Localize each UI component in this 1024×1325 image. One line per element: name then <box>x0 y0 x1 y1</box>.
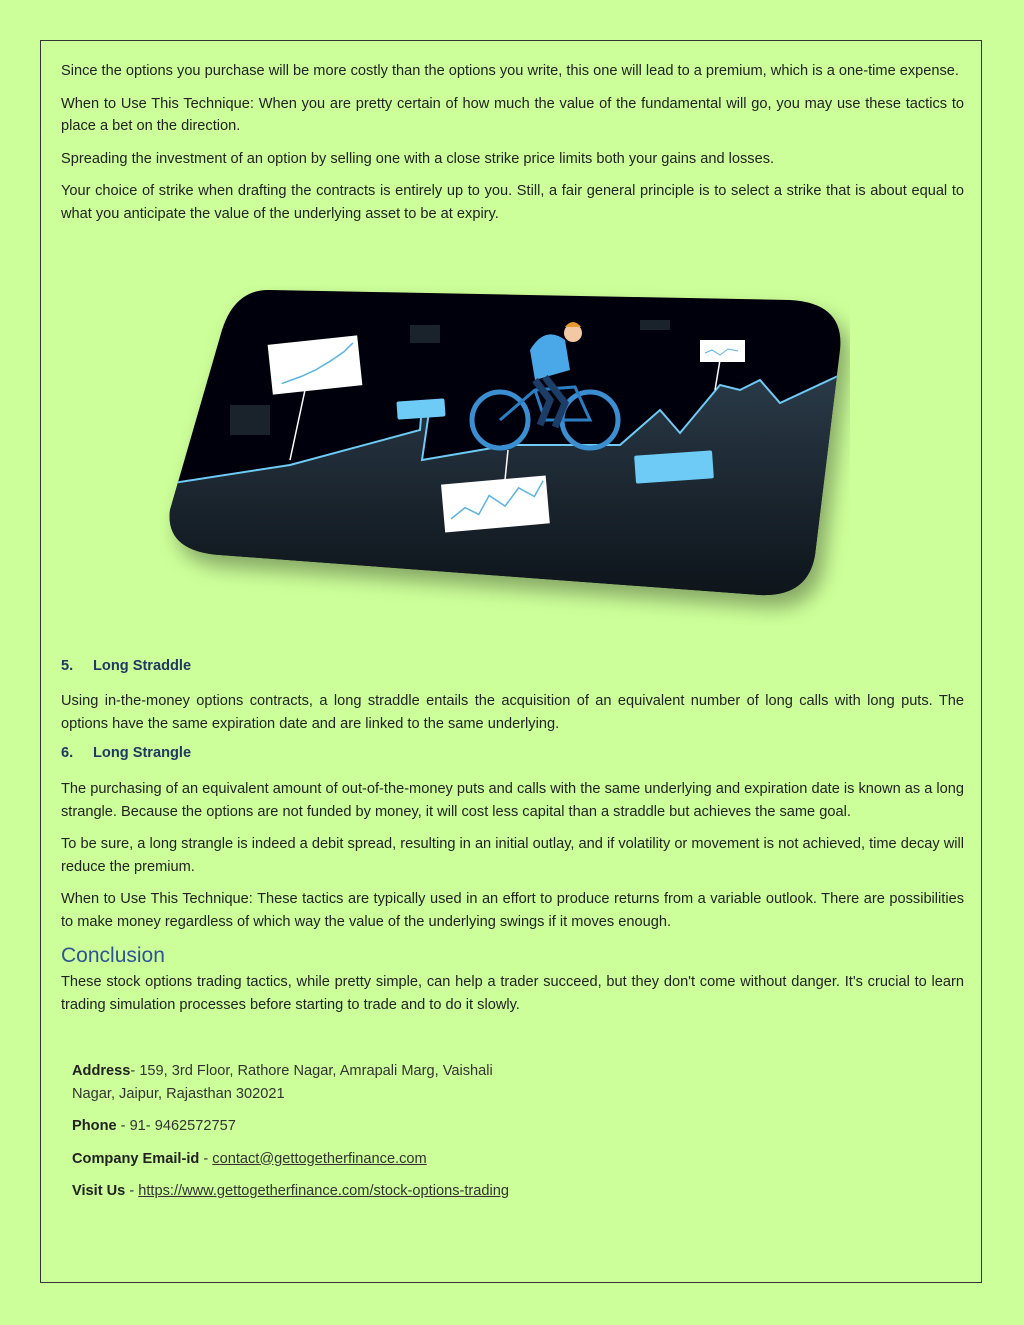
visit-label: Visit Us <box>72 1183 126 1199</box>
section-5-paragraph: Using in-the-money options contracts, a long straddle entails the acquisition of an equivalent number of long calls with long puts. The options have the same expiration date and are linked to the same underlying. <box>61 693 964 732</box>
email-separator: - <box>199 1150 213 1167</box>
website-link[interactable]: https://www.gettogetherfinance.com/stock-options-trading <box>138 1183 509 1199</box>
blue-tag-left <box>396 398 445 419</box>
conclusion-heading: Conclusion <box>61 944 165 967</box>
intro-paragraph: Your choice of strike when drafting the contracts is entirely up to you. Still, a fair general principle is to select a strike that is about equal to what you anticipate the value of the underlying asset to be at expiry. <box>61 183 964 222</box>
contact-info <box>72 1060 522 1213</box>
cyclist-chart-illustration <box>160 285 850 625</box>
intro-paragraph: Spreading the investment of an option by selling one with a close strike price limits both your gains and losses. <box>61 150 775 167</box>
conclusion-paragraph: These stock options trading tactics, while pretty simple, can help a trader succeed, but they don't come without danger. It's crucial to learn trading simulation processes before starting to trade and to do it slowly. <box>61 974 964 1013</box>
phone-line <box>72 1115 522 1138</box>
visit-line <box>72 1180 522 1203</box>
section-6-body <box>61 778 964 943</box>
phone-label: Phone <box>72 1118 117 1134</box>
section-5-body <box>61 690 964 745</box>
visit-separator: - <box>125 1183 139 1199</box>
email-line <box>72 1148 522 1171</box>
intro-paragraph: When to Use This Technique: When you are pretty certain of how much the value of the fundamental will go, you may use these tactics to place a bet on the direction. <box>61 95 964 134</box>
section-6-number: 6. <box>61 745 74 761</box>
section-5-heading <box>61 658 191 674</box>
conclusion-body <box>61 971 964 1026</box>
address-value: - 159, 3rd Floor, Rathore Nagar, Amrapali Marg, Vaishali Nagar, Jaipur, Rajasthan 302021 <box>72 1063 493 1102</box>
intro-paragraph: Since the options you purchase will be more costly than the options you write, this one will lead to a premium, which is a one-time expense. <box>61 63 959 79</box>
phone-value: - 91- 9462572757 <box>116 1118 236 1134</box>
section-6-title: Long Strangle <box>93 745 192 761</box>
section-6-paragraph: To be sure, a long strangle is indeed a debit spread, resulting in an initial outlay, and if volatility or movement is not achieved, time decay will reduce the premium. <box>61 836 964 875</box>
email-link[interactable]: contact@gettogetherfinance.com <box>212 1150 427 1167</box>
section-6-heading <box>61 745 191 761</box>
section-5-title: Long Straddle <box>93 658 192 674</box>
section-6-paragraph: The purchasing of an equivalent amount of out-of-the-money puts and calls with the same underlying and expiration date is known as a long strangle. Because the options are not funded by money, it will cost less capital than a straddle but achieves the same goal. <box>61 781 964 820</box>
address-line <box>72 1060 522 1105</box>
section-6-paragraph: When to Use This Technique: These tactics are typically used in an effort to produce returns from a variable outlook. There are possibilities to make money regardless of which way the value of the underlying swings if it moves enough. <box>61 891 964 930</box>
chart-card-center <box>441 475 550 532</box>
intro-section <box>61 60 964 235</box>
address-label: Address <box>72 1063 131 1079</box>
section-5-number: 5. <box>61 658 74 674</box>
email-label: Company Email-id <box>72 1150 200 1167</box>
chart-card-right <box>700 340 745 362</box>
chart-card-left <box>268 335 363 394</box>
blue-tag-right <box>634 450 714 483</box>
